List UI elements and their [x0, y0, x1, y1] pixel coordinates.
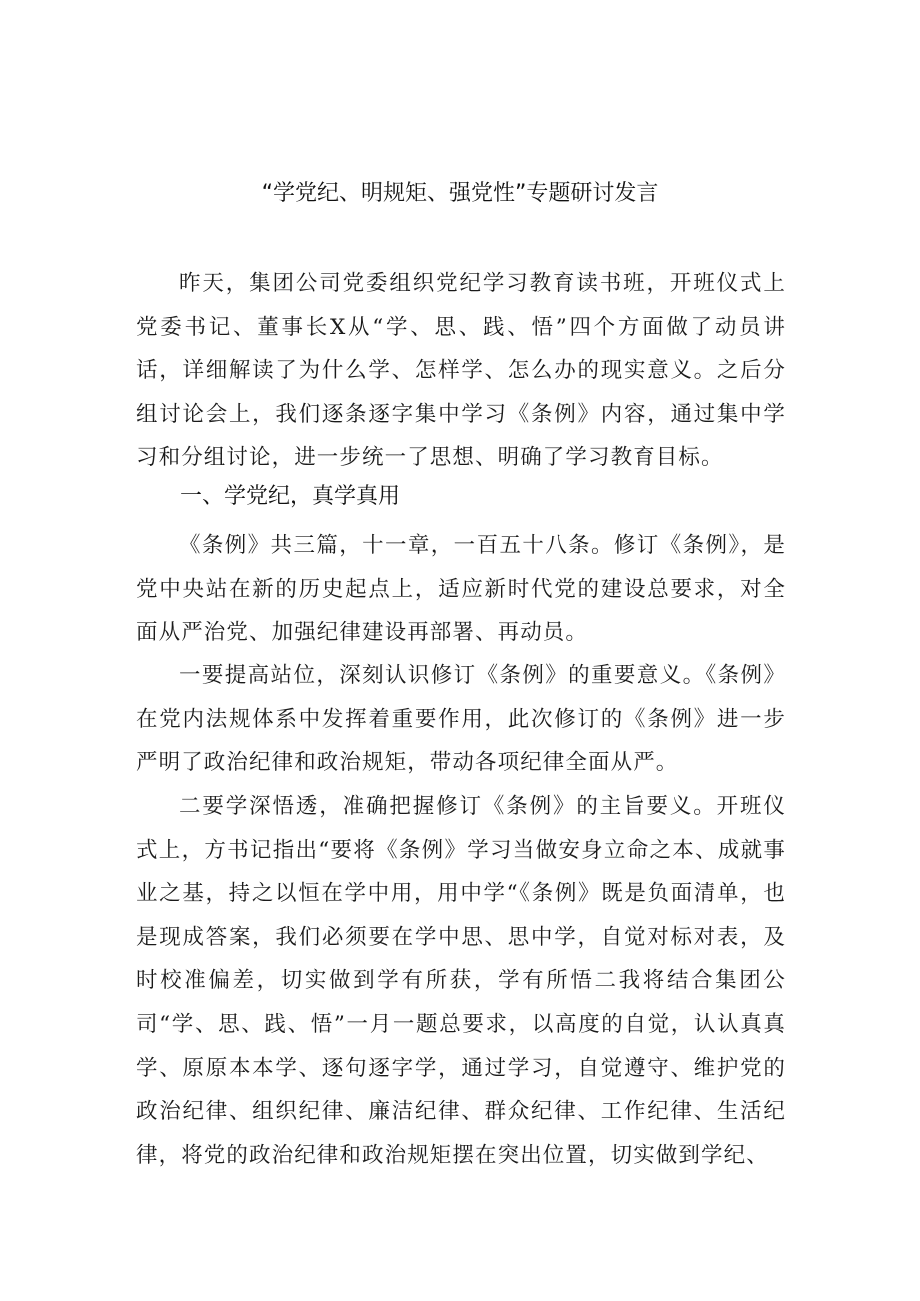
paragraph-section1-2: 一要提高站位，深刻认识修订《条例》的重要意义。《条例》在党内法规体系中发挥着重要作用，此次修订的《条例》进一步严明了政治纪律和政治规矩，带动各项纪律全面从严。: [136, 663, 786, 776]
paragraph-section1-1: 《条例》共三篇，十一章，一百五十八条。修订《条例》，是党中央站在新的历史起点上，适应新时代党的建设总要求，对全面从严治党、加强纪律建设再部署、再动员。: [136, 533, 786, 646]
paragraph-intro: 昨天，集团公司党委组织党纪学习教育读书班，开班仪式上党委书记、董事长X从“学、思、践、悟”四个方面做了动员讲话，详细解读了为什么学、怎样学、怎么办的现实意义。之后分组讨论会上，我们逐条逐字集中学习《条例》内容，通过集中学习和分组讨论，进一步统一了思想、明确了学习教育目标。: [136, 271, 786, 471]
document-title: “学党纪、明规矩、强党性”专题研讨发言: [261, 181, 659, 206]
paragraph-section1-3: 二要学深悟透，准确把握修订《条例》的主旨要义。开班仪式上，方书记指出“要将《条例》学习当做安身立命之本、成就事业之基，持之以恒在学中用，用中学“《条例》既是负面清单，也是现成答案，我们必须要在学中思、思中学，自觉对标对表，及时校准偏差，切实做到学有所获，学有所悟二我将结合集团公司“学、思、践、悟”一月一题总要求，以高度的自觉，认认真真学、原原本本学、逐句逐字学，通过学习，自觉遵守、维护党的政治纪律、组织纪律、廉洁纪律、群众纪律、工作纪律、生活纪律，将党的政治纪律和政治规矩摆在突出位置，切实做到学纪、: [136, 794, 786, 1168]
section-heading-1: 一、学党纪，真学真用: [180, 484, 401, 509]
